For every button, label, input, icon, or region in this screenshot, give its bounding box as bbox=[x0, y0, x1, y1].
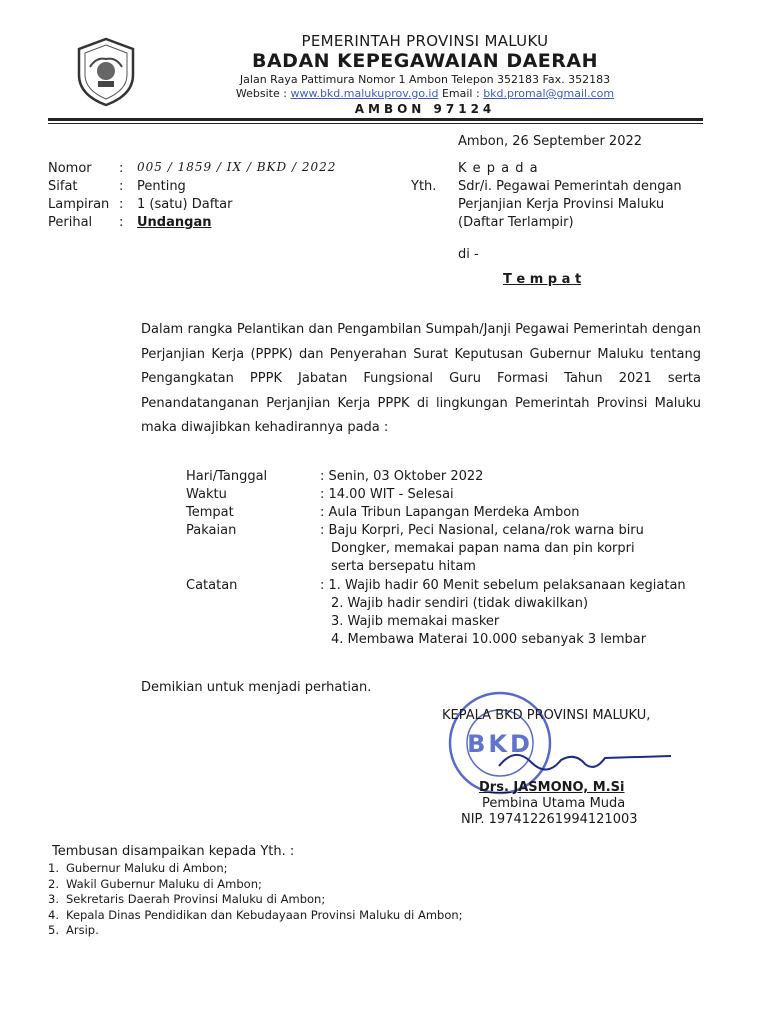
detail-pakaian-cont-2: serta bersepatu hitam bbox=[331, 559, 476, 574]
body-paragraph: Dalam rangka Pelantikan dan Pengambilan Sumpah/Janji Pegawai Pemerintah dengan Perjanjian Kerja (PPPK) dan Penyerahan Surat Keputusan Gubernur Maluku tentang Pengangkatan PPPK Jabatan Fungsional Guru Formasi Tahun 2021 serta Penandatanganan Perjanjian Kerja PPPK di lingkungan Pemerintah Provinsi Maluku maka diwajibkan kehadirannya pada : bbox=[141, 322, 701, 435]
header-government-name: PEMERINTAH PROVINSI MALUKU bbox=[301, 32, 549, 50]
recipient-di: di - bbox=[458, 247, 479, 262]
meta-colon: : bbox=[119, 197, 124, 212]
signatory-nip: NIP. 197412261994121003 bbox=[461, 812, 638, 827]
svg-text:BKD: BKD bbox=[467, 730, 533, 758]
signature-title: KEPALA BKD PROVINSI MALUKU, bbox=[442, 708, 651, 723]
meta-label-lampiran: Lampiran bbox=[48, 197, 110, 212]
website-link[interactable]: www.bkd.malukuprov.go.id bbox=[290, 87, 439, 100]
signatory-name: Drs. JASMONO, M.Si bbox=[479, 780, 625, 795]
tembusan-item: 4. Kepala Dinas Pendidikan dan Kebudayaan Provinsi Maluku di Ambon; bbox=[48, 907, 463, 922]
header-city-zip: AMBON 97124 bbox=[354, 102, 496, 116]
meta-value-perihal: Undangan bbox=[137, 215, 212, 230]
detail-value-waktu: : 14.00 WIT - Selesai bbox=[320, 487, 454, 502]
header-agency-name: BADAN KEPEGAWAIAN DAERAH bbox=[251, 50, 599, 72]
recipient-line-2: Perjanjian Kerja Provinsi Maluku bbox=[458, 197, 665, 212]
recipient-line-1: Sdr/i. Pegawai Pemerintah dengan bbox=[458, 179, 682, 194]
tembusan-item: 5. Arsip. bbox=[48, 923, 99, 937]
meta-value-lampiran: 1 (satu) Daftar bbox=[137, 197, 233, 212]
meta-colon: : bbox=[119, 161, 124, 176]
meta-label-sifat: Sifat bbox=[48, 179, 78, 194]
catatan-item-1: : 1. Wajib hadir 60 Menit sebelum pelaksanaan kegiatan bbox=[320, 578, 686, 593]
handwritten-signature bbox=[495, 742, 675, 778]
meta-label-nomor: Nomor bbox=[48, 161, 92, 176]
header-divider-thin bbox=[48, 123, 703, 124]
tembusan-list bbox=[48, 861, 463, 939]
meta-label-perihal: Perihal bbox=[48, 215, 93, 230]
recipient-line-3: (Daftar Terlampir) bbox=[458, 215, 574, 230]
catatan-item-2: 2. Wajib hadir sendiri (tidak diwakilkan) bbox=[331, 596, 589, 611]
header-address: Jalan Raya Pattimura Nomor 1 Ambon Telepon 352183 Fax. 352183 bbox=[239, 73, 611, 86]
detail-value-tempat: : Aula Tribun Lapangan Merdeka Ambon bbox=[320, 505, 580, 520]
meta-value-sifat: Penting bbox=[137, 179, 186, 194]
detail-label-catatan: Catatan bbox=[186, 578, 238, 593]
detail-value-pakaian: : Baju Korpri, Peci Nasional, celana/rok warna biru bbox=[320, 523, 644, 538]
provincial-emblem-logo bbox=[76, 37, 136, 107]
detail-label-hari: Hari/Tanggal bbox=[186, 469, 268, 484]
tembusan-item: 3. Sekretaris Daerah Provinsi Maluku di Ambon; bbox=[48, 892, 326, 906]
recipient-kepada: K e p a d a bbox=[458, 161, 539, 176]
letter-date: Ambon, 26 September 2022 bbox=[458, 134, 643, 149]
signatory-rank: Pembina Utama Muda bbox=[482, 796, 626, 811]
meta-colon: : bbox=[119, 179, 124, 194]
header-divider-thick bbox=[48, 118, 703, 121]
tembusan-heading: Tembusan disampaikan kepada Yth. : bbox=[52, 844, 295, 859]
detail-label-pakaian: Pakaian bbox=[186, 523, 237, 538]
detail-label-waktu: Waktu bbox=[186, 487, 227, 502]
meta-value-nomor: 005 / 1859 / IX / BKD / 2022 bbox=[137, 160, 337, 174]
recipient-yth: Yth. bbox=[411, 179, 437, 194]
catatan-item-3: 3. Wajib memakai masker bbox=[331, 614, 500, 629]
meta-colon: : bbox=[119, 215, 124, 230]
website-label: Website : bbox=[235, 87, 287, 100]
recipient-tempat: T e m p a t bbox=[503, 272, 582, 287]
detail-label-tempat: Tempat bbox=[186, 505, 234, 520]
header-contact bbox=[160, 87, 690, 100]
tembusan-item: 2. Wakil Gubernur Maluku di Ambon; bbox=[48, 876, 262, 891]
detail-pakaian-cont-1: Dongker, memakai papan nama dan pin korpri bbox=[331, 541, 635, 556]
email-label: Email : bbox=[441, 87, 480, 100]
email-link[interactable]: bkd.promal@gmail.com bbox=[483, 87, 615, 100]
closing-text: Demikian untuk menjadi perhatian. bbox=[141, 680, 372, 695]
tembusan-item: 1. Gubernur Maluku di Ambon; bbox=[48, 861, 228, 875]
detail-value-hari: : Senin, 03 Oktober 2022 bbox=[320, 469, 484, 484]
catatan-item-4: 4. Membawa Materai 10.000 sebanyak 3 lembar bbox=[331, 632, 647, 647]
